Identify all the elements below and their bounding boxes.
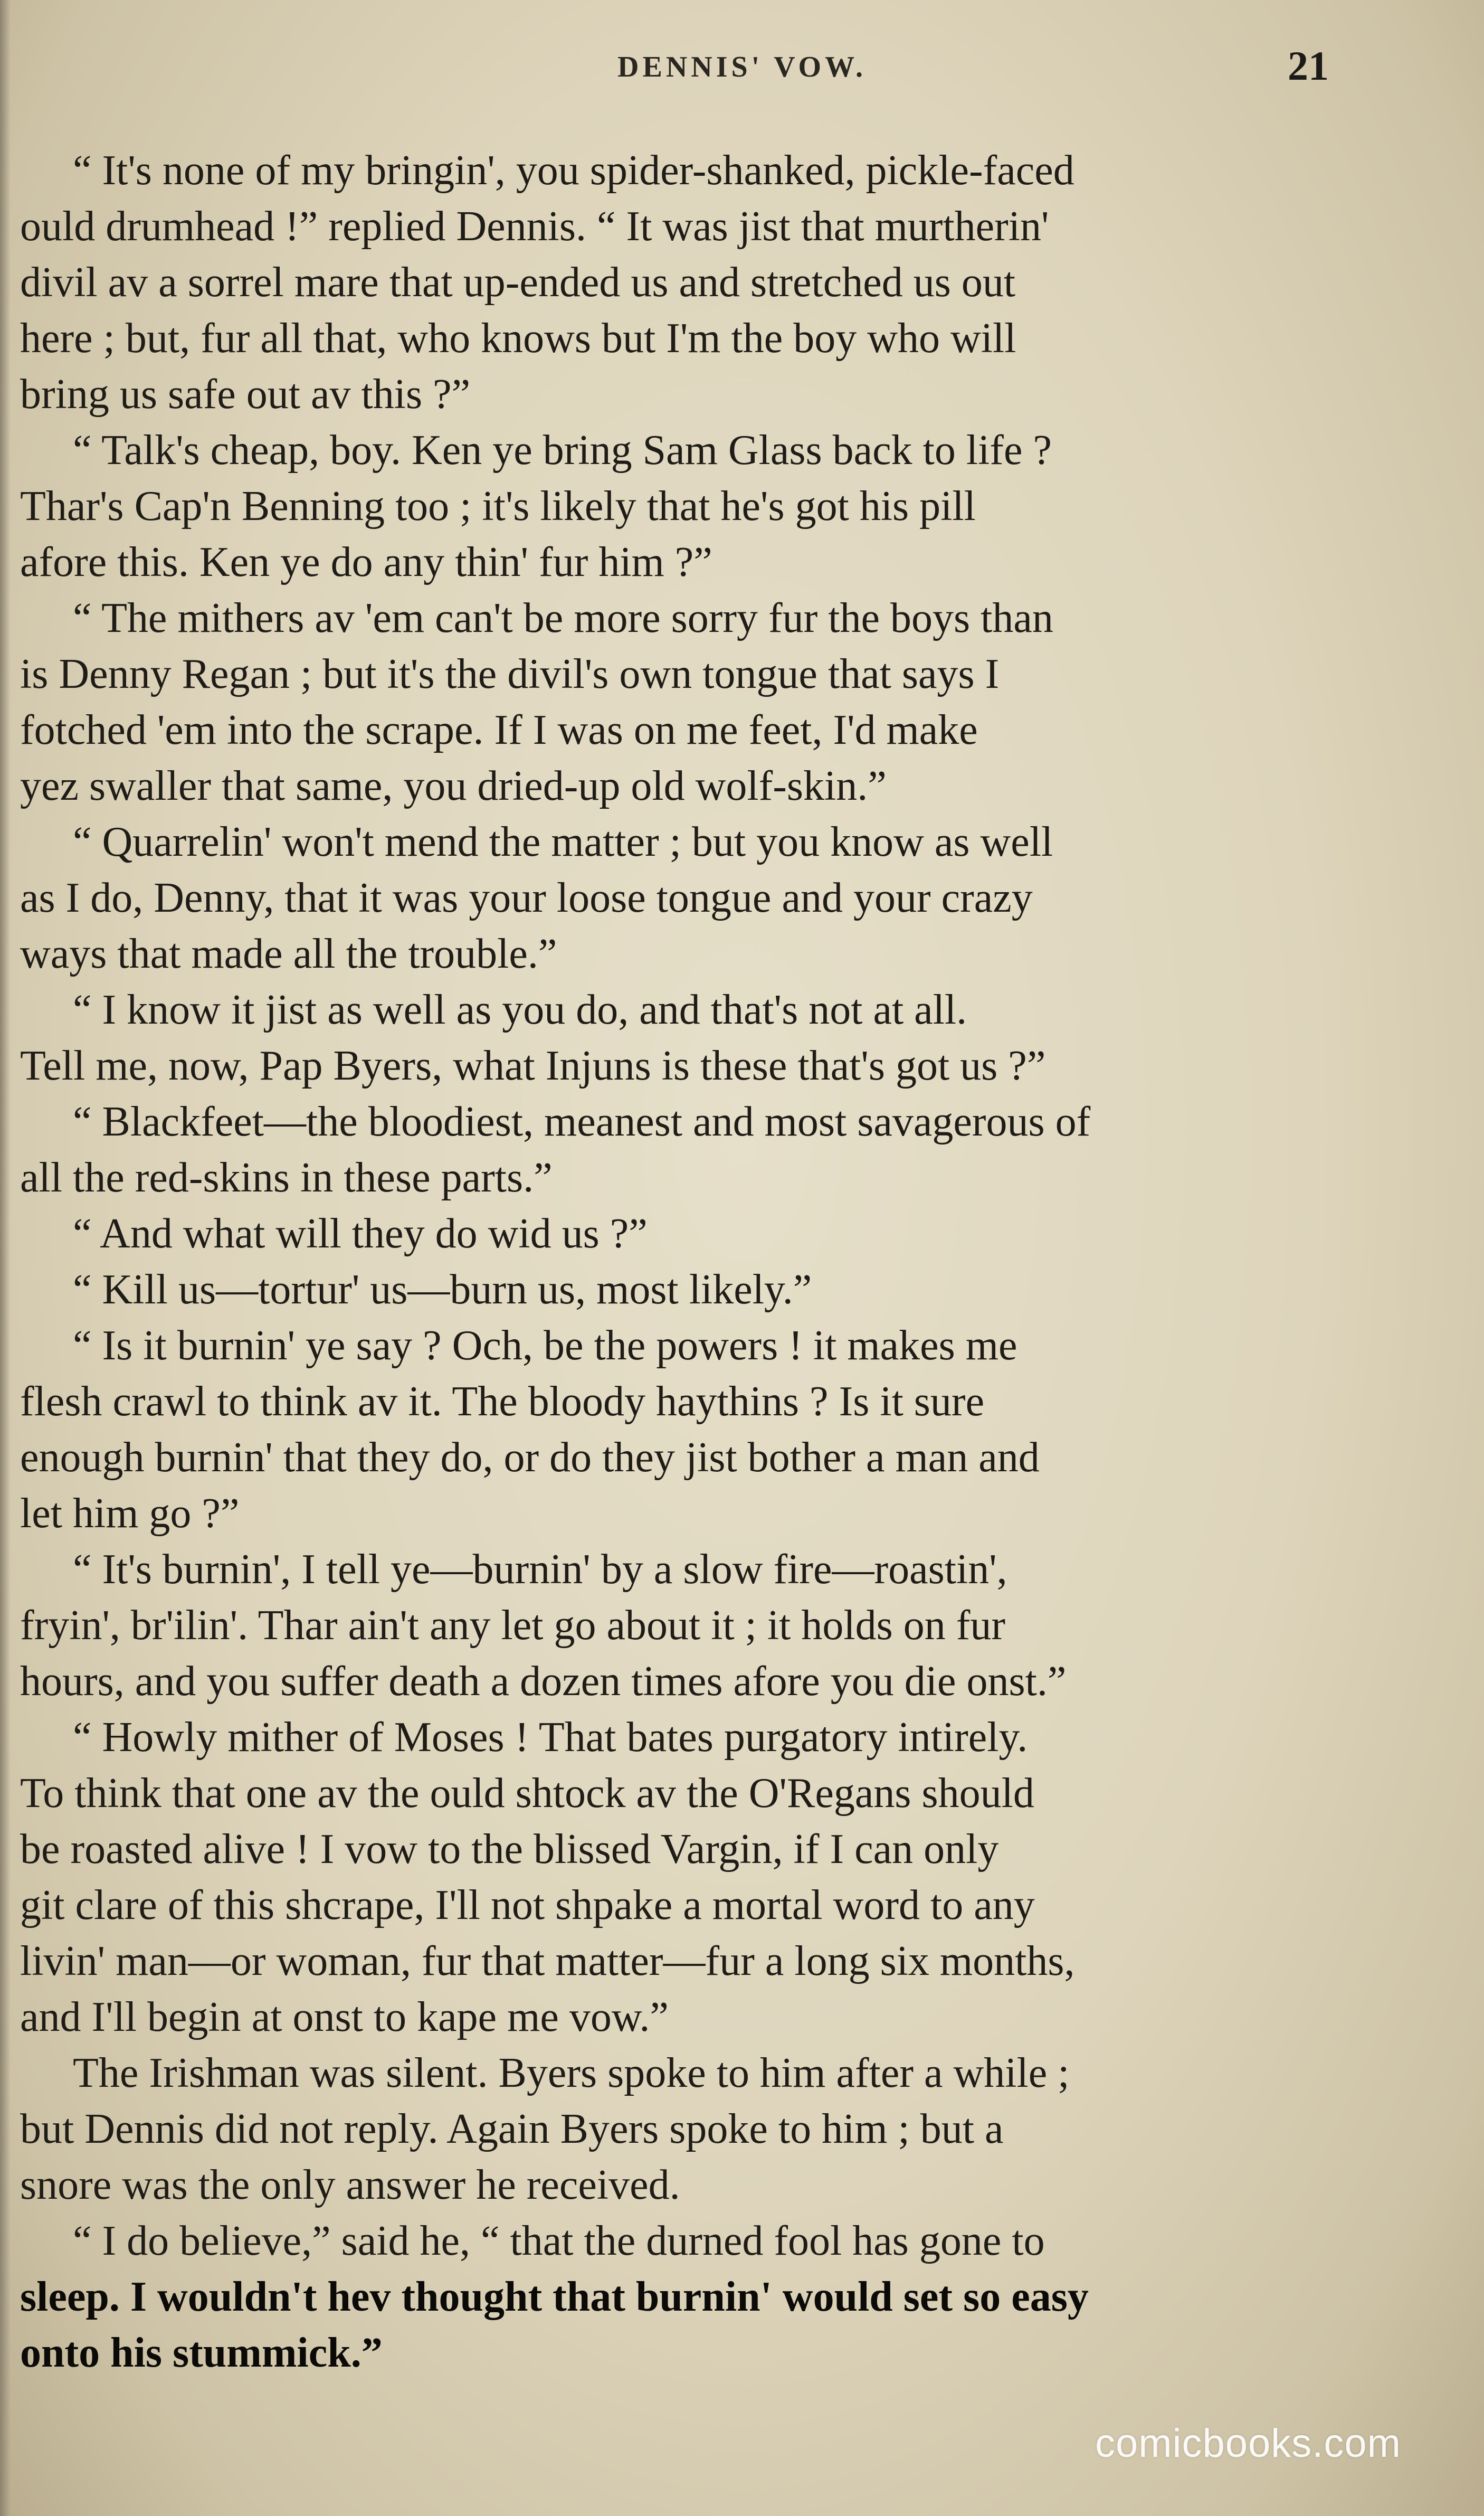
page-number: 21	[1288, 43, 1329, 89]
paragraph: “ Talk's cheap, boy. Ken ye bring Sam Glass back to life ? Thar's Cap'n Benning too ; it's likely that he's got his pill afore this. Ken ye do any thin' fur him ?”	[20, 427, 1052, 585]
paragraph: “ It's burnin', I tell ye—burnin' by a slow fire—roastin', fryin', br'ilin'. Thar ain't any let go about it ; it holds on fur hours, and you suffer death a dozen times afore you die onst.”	[20, 1546, 1067, 1705]
paragraph: “ I know it jist as well as you do, and that's not at all. Tell me, now, Pap Byers, what Injuns is these that's got us ?”	[20, 987, 1046, 1089]
final-paragraph-start: “ I do believe,” said he, “ that the durned fool has gone to	[73, 2218, 1045, 2264]
paragraph: “ It's none of my bringin', you spider-shanked, pickle-faced ould drumhead !” replied Dennis. “ It was jist that murtherin' divil av a sorrel mare that up-ended us and stretched us out here ; but, fur all that, who knows but I'm the boy who will bring us safe out av this ?”	[20, 147, 1074, 418]
paragraph: “ And what will they do wid us ?”	[73, 1210, 648, 1257]
paragraph: “ Quarrelin' won't mend the matter ; but you know as well as I do, Denny, that it was your loose tongue and your crazy ways that made all the trouble.”	[20, 819, 1053, 977]
body-text	[20, 143, 1349, 2381]
paragraph: “ Is it burnin' ye say ? Och, be the powers ! it makes me flesh crawl to think av it. The bloody haythins ? Is it sure enough burnin' that they do, or do they jist bother a man and let him go ?”	[20, 1322, 1040, 1537]
watermark: comicbooks.com	[1095, 2421, 1401, 2466]
paragraph: “ Blackfeet—the bloodiest, meanest and most savagerous of all the red-skins in these parts.”	[20, 1099, 1091, 1201]
paragraph: “ Kill us—tortur' us—burn us, most likely.”	[73, 1266, 812, 1313]
running-title: DENNIS' VOW.	[617, 51, 867, 83]
page-shadow-edge	[0, 0, 11, 2516]
paragraph: “ Howly mither of Moses ! That bates purgatory intirely. To think that one av the ould shtock av the O'Regans should be roasted alive ! I vow to the blissed Vargin, if I can only git clare of this shcrape, I'll not shpake a mortal word to any livin' man—or woman, fur that matter—fur a long six months, and I'll begin at onst to kape me vow.”	[20, 1714, 1075, 2040]
paragraph: “ The mithers av 'em can't be more sorry fur the boys than is Denny Regan ; but it's the divil's own tongue that says I fotched 'em into the scrape. If I was on me feet, I'd make yez swaller that same, you dried-up old wolf-skin.”	[20, 595, 1053, 809]
paragraph: The Irishman was silent. Byers spoke to him after a while ; but Dennis did not reply. Again Byers spoke to him ; but a snore was the only answer he received.	[20, 2050, 1070, 2208]
final-paragraph-end: sleep. I wouldn't hev thought that burnin' would set so easy onto his stummick.”	[20, 2274, 1089, 2376]
final-paragraph	[20, 2213, 1349, 2381]
